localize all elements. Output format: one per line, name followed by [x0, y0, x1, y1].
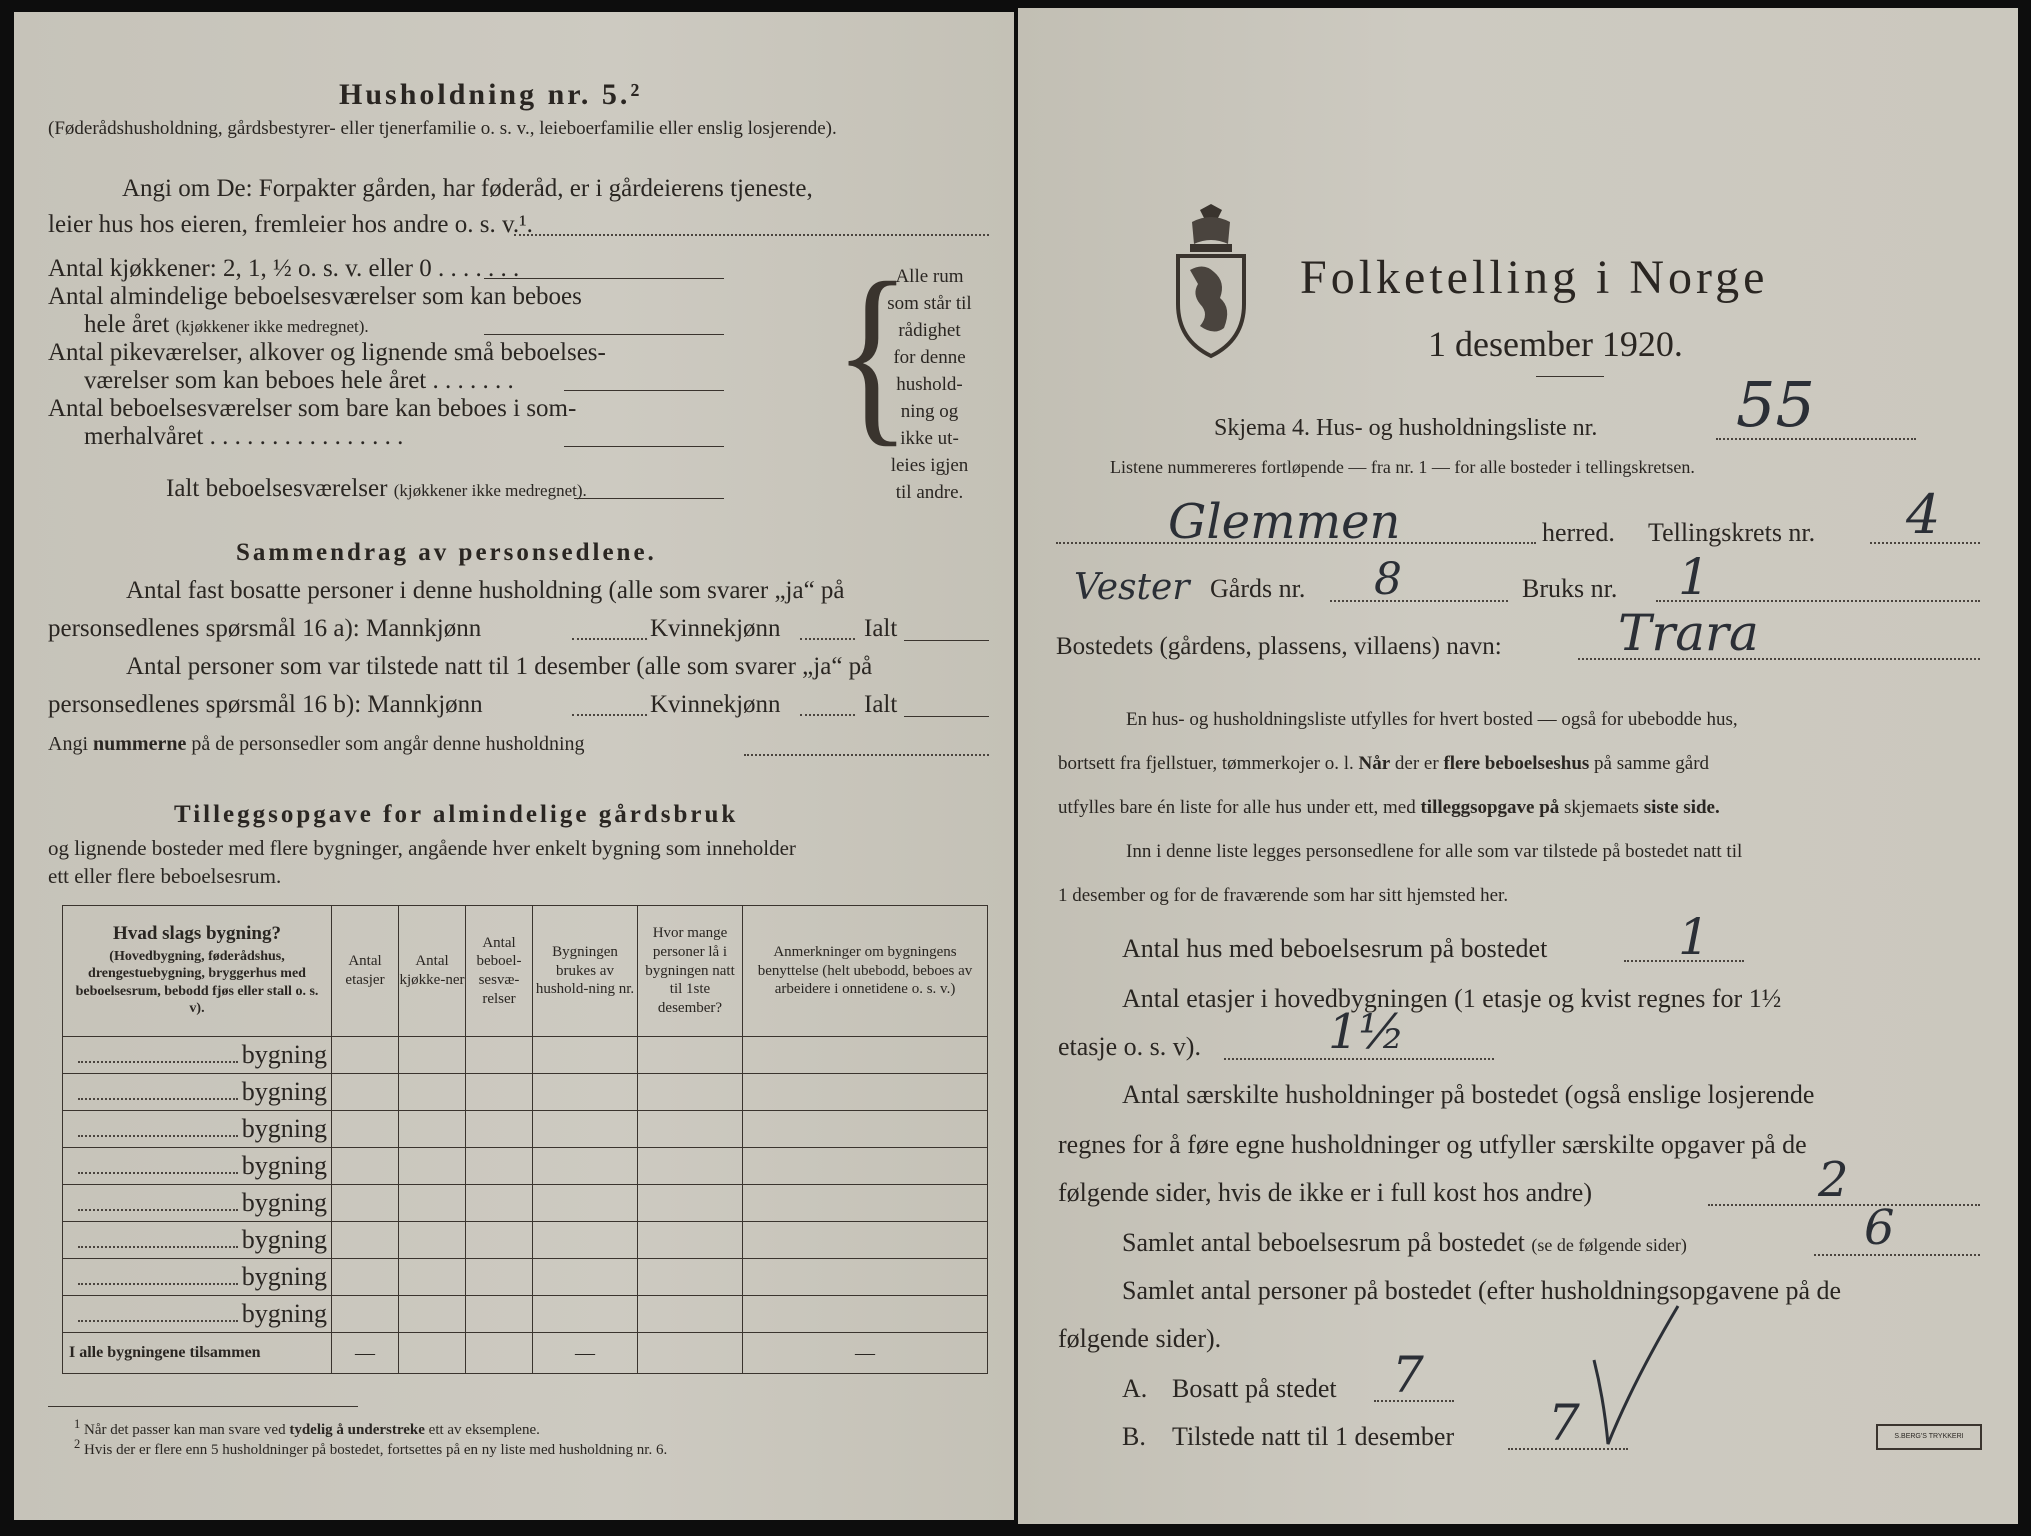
- bosted-label: Bostedets (gårdens, plassens, villaens) navn:: [1056, 633, 1502, 660]
- gards-label: Gårds nr.: [1210, 574, 1306, 603]
- col-kitchens: Antal kjøkke-ner: [399, 906, 466, 1037]
- schema-label: Skjema 4. Hus- og husholdningsliste nr.: [1214, 415, 1598, 441]
- summer-rooms-1: Antal beboelsesværelser som bare kan beboes i som-: [48, 395, 577, 422]
- total-rooms: Ialt beboelsesværelser (kjøkkener ikke medregnet).: [166, 475, 587, 502]
- table-row: bygning: [63, 1296, 988, 1333]
- hw-bosted: Trara: [1618, 604, 1759, 662]
- gards-line: [1330, 600, 1508, 602]
- kitchens-label: Antal kjøkkener: 2, 1, ½ o. s. v. eller 0 . . . . . . .: [48, 255, 520, 282]
- hw-prefix: Vester: [1074, 567, 1190, 608]
- col-building-type: Hvad slags bygning? (Hovedbygning, føderådshus, drengestuebygning, bryggerhus med beboelsesrum, bebodd fjøs eller stall o. s. v).: [63, 906, 332, 1037]
- a-text: Bosatt på stedet: [1172, 1374, 1337, 1403]
- total-rooms-line: [574, 498, 724, 499]
- p2-total-label: Ialt: [864, 691, 898, 718]
- summer-rooms-2: merhalvåret . . . . . . . . . . . . . . . .: [84, 423, 404, 450]
- side-note: Alle rum som står til rådighet for denne hushold- ning og ikke ut- leies igjen til andre.: [887, 266, 972, 503]
- table-total-row: I alle bygningene tilsammen — — —: [63, 1333, 988, 1374]
- title-divider: [1536, 376, 1604, 377]
- summary-heading: Sammendrag av personsedlene.: [236, 539, 657, 566]
- printer-stamp: S.BERG'S TRYKKERI: [1876, 1424, 1982, 1450]
- table-row: bygning: [63, 1185, 988, 1222]
- ordinary-rooms-2: hele året (kjøkkener ikke medregnet).: [84, 311, 369, 338]
- p2-female-line: [800, 714, 855, 716]
- hw-bosatt: 7: [1392, 1346, 1424, 1404]
- summer-rooms-line: [564, 446, 724, 447]
- instruction-4: Inn i denne liste legges personsedlene for alle som var tilstede på bostedet natt til: [1126, 841, 1743, 862]
- p1-male-line: [572, 638, 647, 640]
- footnote-rule: [48, 1406, 358, 1407]
- footnote-2: $^2$ Hvis der er flere enn 5 husholdninger på bostedet, fortsettes på en ny liste med husholdning nr. 6.: [74, 1437, 668, 1458]
- hw-households: 2: [1818, 1152, 1849, 1208]
- p1-total-label: Ialt: [864, 615, 898, 642]
- numbers-line: Angi nummerne på de personsedler som angår denne husholdning: [48, 733, 585, 755]
- table-row: bygning: [63, 1259, 988, 1296]
- angi-line-1: Angi om De: Forpakter gården, har føderåd, er i gårdeierens tjeneste,: [122, 175, 813, 202]
- maid-rooms-1: Antal pikeværelser, alkover og lignende små beboelses-: [48, 339, 606, 366]
- a-label: A.: [1122, 1374, 1148, 1403]
- ordinary-rooms-1: Antal almindelige beboelsesværelser som kan beboes: [48, 283, 582, 310]
- table-row: bygning: [63, 1148, 988, 1185]
- household-subtitle: (Føderådshusholdning, gårdsbestyrer- eller tjenerfamilie o. s. v., leieboerfamilie eller enslig losjerende).: [48, 118, 837, 139]
- supplement-text-1: og lignende bosteder med flere bygninger, angående hver enkelt bygning som inneholder: [48, 836, 796, 860]
- buildings-table: [62, 905, 988, 1374]
- footnote-1: $^1$ Når det passer kan man svare ved tydelig å understreke ett av eksemplene.: [74, 1417, 540, 1438]
- instruction-2: bortsett fra fjellstuer, tømmerkojer o. l. Når der er flere beboelseshus på samme gård: [1058, 753, 1710, 774]
- left-page: [14, 12, 1014, 1520]
- kitchens-line: [484, 278, 724, 279]
- q-houses: Antal hus med beboelsesrum på bostedet: [1122, 934, 1548, 963]
- hw-list-no: 55: [1736, 368, 1815, 441]
- b-text: Tilstede natt til 1 desember: [1172, 1422, 1455, 1451]
- q-persons-1: Samlet antal personer på bostedet (efter husholdningsopgavene på de: [1122, 1276, 1842, 1305]
- ordinary-rooms-line: [484, 334, 724, 335]
- p1-female-label: Kvinnekjønn: [650, 615, 781, 642]
- maid-rooms-line: [564, 390, 724, 391]
- p2-total-line: [904, 716, 989, 717]
- table-row: bygning: [63, 1074, 988, 1111]
- brace: {: [834, 240, 911, 464]
- hw-gards: 8: [1374, 554, 1402, 605]
- col-household-no: Bygningen brukes av hushold-ning nr.: [533, 906, 638, 1037]
- table-row: bygning: [63, 1111, 988, 1148]
- household-title: Husholdning nr. 5.²: [339, 78, 643, 111]
- form-title: Folketelling i Norge: [1300, 251, 1769, 304]
- instruction-1: En hus- og husholdningsliste utfylles for hvert bosted — også for ubebodde hus,: [1126, 709, 1738, 730]
- right-page: [1018, 8, 2018, 1524]
- q-rooms-line: [1814, 1254, 1980, 1256]
- col-remarks: Anmerkninger om bygningens benyttelse (helt ubebodd, beboes av arbeidere i onnetidene o. s. v.): [743, 906, 988, 1037]
- q-floors-2: etasje o. s. v).: [1058, 1032, 1201, 1061]
- check-mark-icon: [1574, 1300, 1684, 1450]
- table-row: bygning: [63, 1222, 988, 1259]
- q-households-3: følgende sider, hvis de ikke er i full kost hos andre): [1058, 1178, 1592, 1207]
- supplement-text-2: ett eller flere beboelsesrum.: [48, 864, 282, 888]
- herred-label: herred.: [1542, 518, 1615, 547]
- hw-tilstede: 7: [1548, 1394, 1580, 1452]
- krets-label: Tellingskrets nr.: [1648, 518, 1816, 547]
- maid-rooms-2: værelser som kan beboes hele året . . . . . . .: [84, 367, 514, 394]
- col-persons: Hvor mange personer lå i bygningen natt til 1ste desember?: [638, 906, 743, 1037]
- hw-floors: 1½: [1328, 1004, 1406, 1060]
- hw-houses: 1: [1678, 908, 1710, 966]
- q-persons-2: følgende sider).: [1058, 1324, 1222, 1353]
- bruks-label: Bruks nr.: [1522, 574, 1618, 603]
- p2-male-line: [572, 714, 647, 716]
- q-households-1: Antal særskilte husholdninger på bostedet (også enslige losjerende: [1122, 1080, 1815, 1109]
- p1-total-line: [904, 640, 989, 641]
- summary-p2-line2: personsedlenes spørsmål 16 b): Mannkjønn: [48, 691, 483, 718]
- table-row: bygning: [63, 1037, 988, 1074]
- angi-answer-line: [514, 234, 989, 236]
- hw-bruks: 1: [1678, 548, 1710, 606]
- summary-p2-line1: Antal personer som var tilstede natt til 1 desember (alle som svarer „ja“ på: [126, 653, 873, 680]
- col-rooms: Antal beboel-sesvæ-relser: [466, 906, 533, 1037]
- numbers-answer-line: [744, 754, 989, 756]
- p2-female-label: Kvinnekjønn: [650, 691, 781, 718]
- hw-herred: Glemmen: [1168, 494, 1401, 550]
- coat-of-arms-icon: [1170, 204, 1252, 360]
- summary-p1-line2: personsedlenes spørsmål 16 a): Mannkjønn: [48, 615, 482, 642]
- col-floors: Antal etasjer: [332, 906, 399, 1037]
- numbering-note: Listene nummereres fortløpende — fra nr. 1 — for alle bosteder i tellingskretsen.: [1110, 457, 1695, 477]
- form-date: 1 desember 1920.: [1428, 324, 1683, 364]
- q-rooms: Samlet antal beboelsesrum på bostedet (se de følgende sider): [1122, 1228, 1687, 1257]
- hw-rooms: 6: [1864, 1200, 1895, 1256]
- supplement-heading: Tilleggsopgave for almindelige gårdsbruk: [174, 801, 739, 828]
- b-label: B.: [1122, 1422, 1146, 1451]
- instruction-5: 1 desember og for de fraværende som har sitt hjemsted her.: [1058, 885, 1509, 906]
- instruction-3: utfylles bare én liste for alle hus under ett, med tilleggsopgave på skjemaets siste side.: [1058, 797, 1720, 818]
- q-households-2: regnes for å føre egne husholdninger og utfyller særskilte opgaver på de: [1058, 1130, 1807, 1159]
- summary-p1-line1: Antal fast bosatte personer i denne husholdning (alle som svarer „ja“ på: [126, 577, 845, 604]
- q-floors-1: Antal etasjer i hovedbygningen (1 etasje og kvist regnes for 1½: [1122, 984, 1782, 1013]
- hw-krets: 4: [1906, 483, 1941, 546]
- p1-female-line: [800, 638, 855, 640]
- angi-line-2: leier hus hos eieren, fremleier hos andre o. s. v.¹.: [48, 211, 533, 238]
